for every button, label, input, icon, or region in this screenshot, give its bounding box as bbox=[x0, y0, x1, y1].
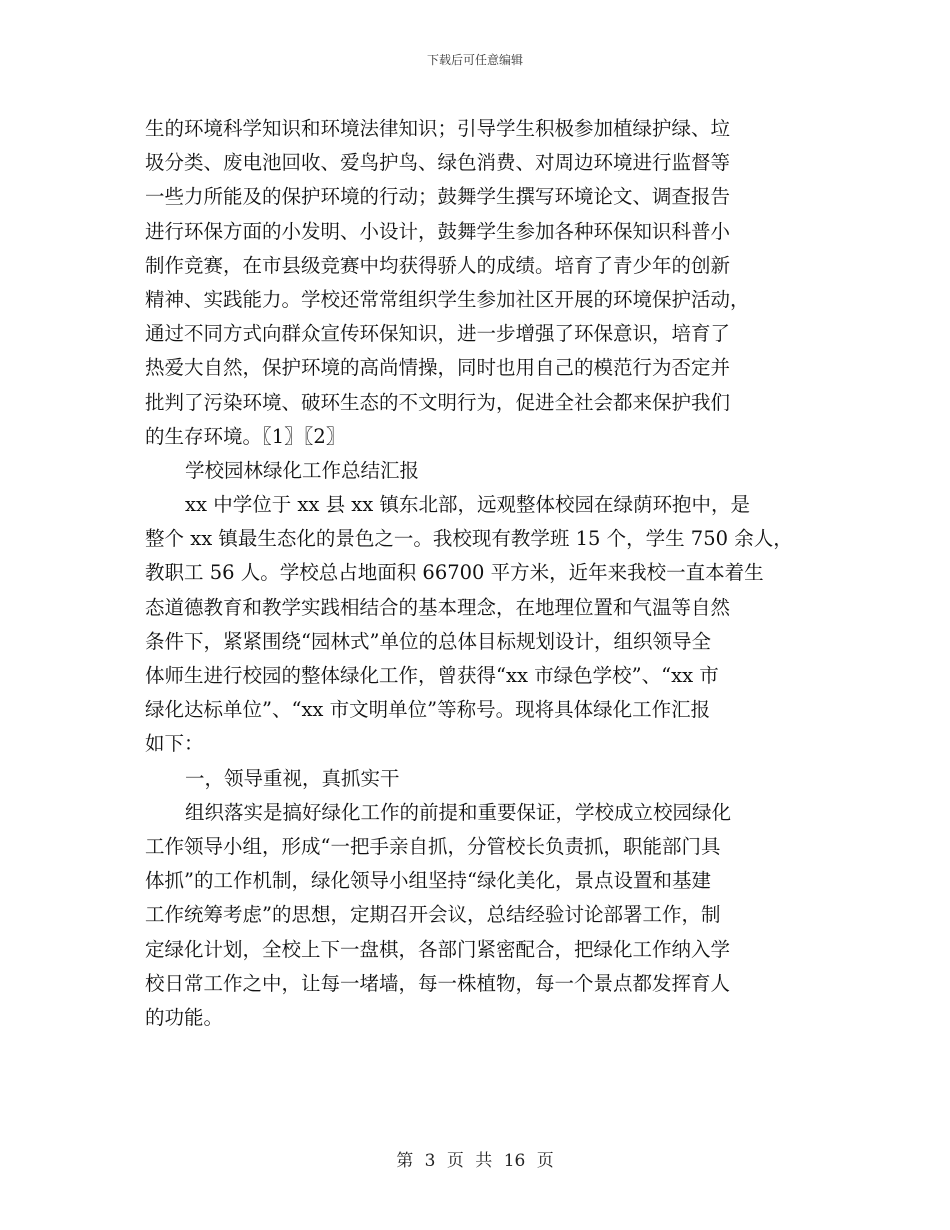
text-line: 条件下，紧紧围绕“园林式”单位的总体目标规划设计，组织领导全 bbox=[145, 629, 711, 653]
text-line: 定绿化计划，全校上下一盘棋，各部门紧密配合，把绿化工作纳入学 bbox=[145, 937, 731, 961]
paragraph-start: xx 中学位于 xx 县 xx 镇东北部，远观整体校园在绿荫环抱中，是 bbox=[185, 493, 750, 517]
text-line: 如下： bbox=[145, 732, 204, 756]
text-line: 教职工 56 人。学校总占地面积 66700 平方米，近年来我校一直本着生 bbox=[145, 561, 764, 585]
text-line: 工作领导小组，形成“一把手亲自抓，分管校长负责抓，职能部门具 bbox=[145, 834, 721, 858]
text-line: 的生存环境。〖1〗〖2〗 bbox=[145, 424, 346, 448]
text-line: 生的环境科学知识和环境法律知识；引导学生积极参加植绿护绿、垃 bbox=[145, 117, 731, 140]
text-line: 校日常工作之中，让每一堵墙，每一株植物，每一个景点都发挥育人 bbox=[145, 971, 731, 995]
text-line: 批判了污染环境、破环生态的不文明行为，促进全社会都来保护我们 bbox=[145, 390, 731, 414]
page-number: 第 3 页 共 16 页 bbox=[396, 1151, 554, 1171]
text-line: 精神、实践能力。学校还常常组织学生参加社区开展的环境保护活动， bbox=[145, 287, 750, 311]
section-title: 学校园林绿化工作总结汇报 bbox=[185, 458, 420, 482]
text-line: 一些力所能及的保护环境的行动；鼓舞学生撰写环境论文、调查报告 bbox=[145, 185, 731, 209]
text-line: 的功能。 bbox=[145, 1005, 224, 1029]
text-line: 进行环保方面的小发明、小设计，鼓舞学生参加各种环保知识科普小 bbox=[145, 219, 731, 243]
section-heading: 一，领导重视，真抓实干 bbox=[185, 766, 400, 790]
text-line: 工作统筹考虑”的思想，定期召开会议，总结经验讨论部署工作，制 bbox=[145, 903, 721, 927]
document-body bbox=[145, 112, 825, 1035]
text-line: 体抓”的工作机制，绿化领导小组坚持“绿化美化，景点设置和基建 bbox=[145, 869, 711, 893]
paragraph-start: 组织落实是搞好绿化工作的前提和重要保证，学校成立校园绿化 bbox=[185, 800, 732, 824]
text-line: 绿化达标单位”、“xx 市文明单位”等称号。现将具体绿化工作汇报 bbox=[145, 698, 711, 722]
text-line: 热爱大自然，保护环境的高尚情操，同时也用自己的模范行为否定并 bbox=[145, 356, 731, 380]
page-header-note: 下载后可任意编辑 bbox=[426, 53, 523, 67]
text-line: 制作竞赛，在市县级竞赛中均获得骄人的成绩。培育了青少年的创新 bbox=[145, 253, 731, 277]
text-line: 圾分类、废电池回收、爱鸟护鸟、绿色消费、对周边环境进行监督等 bbox=[145, 151, 731, 175]
text-line: 态道德教育和教学实践相结合的基本理念，在地理位置和气温等自然 bbox=[145, 595, 731, 619]
text-line: 通过不同方式向群众宣传环保知识，进一步增强了环保意识，培育了 bbox=[145, 322, 731, 346]
text-line: 体师生进行校园的整体绿化工作，曾获得“xx 市绿色学校”、“xx 市 bbox=[145, 664, 719, 687]
text-line: 整个 xx 镇最生态化的景色之一。我校现有教学班 15 个，学生 750 余人， bbox=[145, 527, 793, 551]
